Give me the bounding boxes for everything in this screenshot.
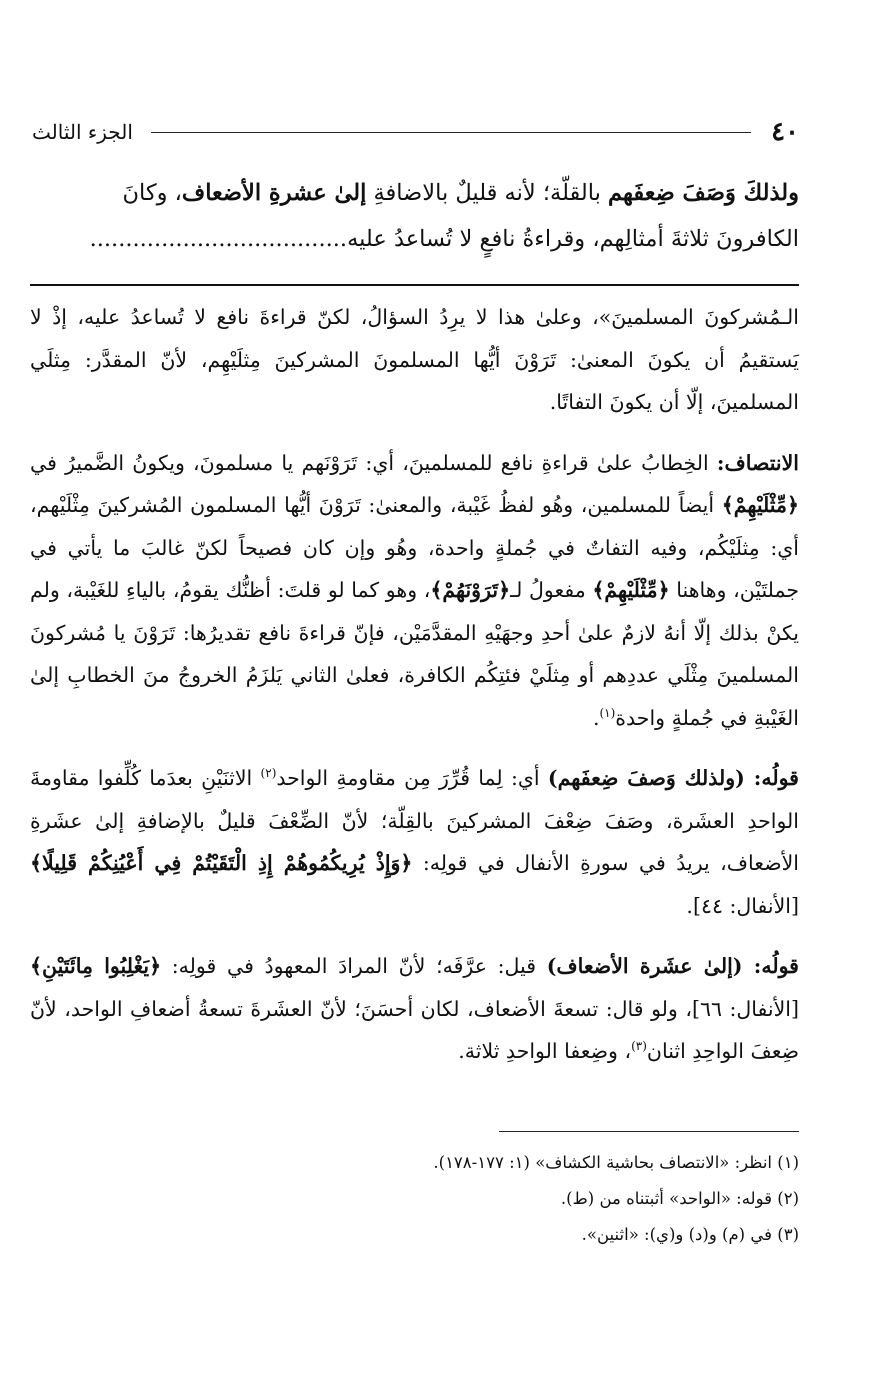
text-segment: ، وضِعفا الواحدِ ثلاثة. — [458, 1039, 632, 1063]
main-text-line-1 — [30, 170, 799, 216]
text-segment: . — [592, 705, 600, 730]
commentary-paragraph-2 — [30, 442, 799, 740]
main-text-keyword: ولذلكَ وَصَفَ ضِعفَهم — [608, 180, 799, 206]
volume-title: الجزء الثالث — [32, 120, 133, 144]
text-segment: مفعولُ لـ — [510, 578, 593, 602]
header-rule — [151, 132, 751, 133]
quran-quote: ﴿مِّثْلَيْهِمْ﴾ — [721, 493, 799, 517]
quran-quote: ﴿يَغْلِبُوا مِائَتَيْنِ﴾ — [30, 954, 162, 978]
text-segment: أي: لِما قُرِّرَ مِن مقاومةِ الواحد — [276, 766, 548, 790]
text-segment: [الأنفال: ٦٦]، ولو قال: تسعةَ الأضعاف، لكان أحسَنَ؛ لأنّ العشَرةَ تسعةُ أضعافِ الواحد، لأنّ ضِعفَ الواحِدِ اثنان — [30, 996, 800, 1063]
quran-quote: ﴿وَإِذْ يُرِيكُمُوهُمْ إِذِ الْتَقَيْتُمْ فِي أَعْيُنِكُمْ قَلِيلًا﴾ — [30, 851, 413, 875]
paragraph-label: قولُه: (ولذلك وَصفَ ضِعفَهم) — [547, 766, 799, 790]
main-text-segment: ، وكانَ — [122, 180, 182, 206]
text-segment: الخِطابُ علىٰ قراءةِ نافع للمسلمينَ، أي: تَرَوْنَهم يا مسلمونَ، ويكونُ الضَّميرُ في — [30, 450, 717, 475]
quran-quote: ﴿تَرَوْنَهُمْ﴾ — [430, 578, 511, 602]
main-text-keyword: إلىٰ عشرةِ الأضعاف — [181, 180, 367, 206]
footnote-marker[interactable]: (٢) — [260, 766, 277, 781]
quran-reference: [الأنفال: ٤٤]. — [686, 893, 799, 918]
footnote-2: (٢) قوله: «الواحد» أثبتناه من (ط). — [560, 1189, 799, 1208]
quran-quote: ﴿مِّثْلَيْهِمْ﴾ — [592, 578, 670, 602]
text-segment: الاثنَيْنِ بعدَما كُلِّفوا مقاومةَ الواحدِ العشَرة، وصَفَ ضِعْفَ المشركينَ بالقِلّة؛ لأنّ الضِّعْفَ قليلٌ بالإضافةِ إلىٰ عشَرةِ الأضعاف، يريدُ في سورةِ الأنفال في قولِه: — [30, 766, 799, 875]
page-number: ٤٠ — [771, 117, 799, 147]
main-text — [30, 170, 799, 262]
commentary-paragraph-1: الـمُشركونَ المسلمينَ»، وعلىٰ هذا لا يرِدُ السؤالُ، لكنّ قراءةَ نافع لا تُساعدُ عليه، إذْ لا يَستقيمُ أن يكونَ المعنىٰ: تَرَوْنَ أيُّها المسلمونَ المشركينَ مِثلَيْهِم، لأنّ المقدَّر: مِثلَي المسلمينَ، إلّا أن يكونَ التفاتًا. — [30, 305, 799, 414]
text-segment: أيضاً للمسلمين، وهُو لفظُ غَيْبة، والمعنىٰ: تَرَوْنَ أيُّها المسلمون المُشركينَ مِثْلَيْهم، أي: مِثلَيْكُم، وفيه التفاتٌ في جُملةٍ واحدة، وهُو وإن كان فصيحاً لكنّ غالبَ ما يأتي في جملتَيْن، وهاهنا — [30, 493, 799, 602]
footnote-3: (٣) في (م) و(د) و(ي): «اثنين». — [581, 1225, 799, 1244]
running-header — [32, 112, 799, 152]
text-segment: قيل: عرَّفَه؛ لأنّ المرادَ المعهودُ في قولِه: — [161, 954, 547, 978]
footnote-marker[interactable]: (٣) — [631, 1039, 647, 1054]
commentary-paragraph-3 — [30, 757, 799, 927]
paragraph-label: الانتصاف: — [716, 450, 799, 475]
paragraph-label: قولُه: (إلىٰ عشَرة الأضعاف) — [546, 954, 799, 978]
main-text-divider — [30, 284, 799, 286]
commentary-paragraph-4 — [30, 945, 799, 1073]
footnote-1: (١) انظر: «الانتصاف بحاشية الكشاف» (١: ١٧٧-١٧٨). — [433, 1153, 799, 1172]
main-text-segment: بالقلّة؛ لأنه قليلٌ بالاضافةِ — [366, 180, 609, 206]
footnote-divider — [499, 1131, 799, 1132]
main-text-line-2: الكافرونَ ثلاثةَ أمثالِهم، وقراءةُ نافعٍ لا تُساعدُ عليه.................................... — [89, 226, 799, 252]
text-segment: ، وهو كما لو قلتَ: أظنُّك يقومُ، بالياءِ للغَيْبة، ولم يكنْ بذلك إلّا أنهُ لازمٌ علىٰ أحدِ وجهَيْهِ المقدَّمَيْن، فإنّ قراءةَ نافع تقديرُها: تَرَوْنَ يا مُشركونَ المسلمينَ مِثْلَي عددِهم أو مِثلَيْ فئتِكُم الكافرة، فعلىٰ الثاني يَلزَمُ الخروجُ منَ الخطابِ إلىٰ الغَيْبةِ في جُملةٍ واحدة — [30, 578, 799, 730]
footnotes — [30, 1145, 799, 1253]
commentary — [30, 296, 799, 1091]
footnote-marker[interactable]: (١) — [599, 705, 616, 720]
